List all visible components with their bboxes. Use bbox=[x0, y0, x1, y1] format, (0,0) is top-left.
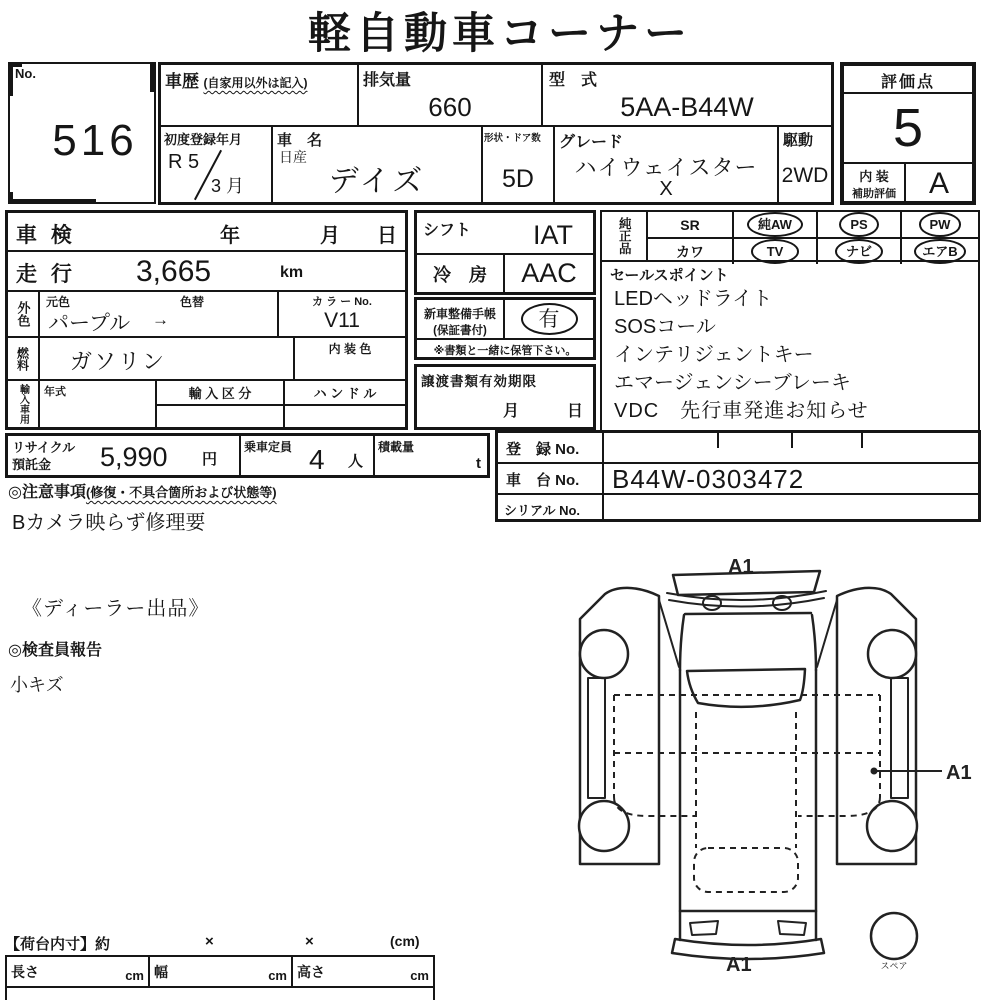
inspection-day: 日 bbox=[377, 225, 397, 247]
ac-value: AAC bbox=[521, 258, 577, 288]
capacity-value: 4 bbox=[309, 444, 325, 475]
damage-label-a1-side: A1 bbox=[946, 762, 972, 784]
year-model-label: 年式 bbox=[44, 386, 66, 398]
import-class-cell bbox=[157, 381, 285, 427]
genuine-parts-label: 純正品 bbox=[602, 212, 648, 260]
transfer-month: 月 bbox=[503, 403, 520, 420]
inspector-report-text: 小キズ bbox=[10, 675, 64, 695]
serial-no-label: シリアル No. bbox=[498, 495, 604, 519]
spare-label: スペア bbox=[880, 961, 908, 971]
fuel-label: 燃料 bbox=[8, 338, 40, 379]
doors-label: 形状・ドア数 bbox=[484, 133, 541, 144]
interior-color-label: 内 装 色 bbox=[328, 342, 372, 356]
lot-number-box bbox=[8, 62, 156, 204]
inspection-year: 年 bbox=[220, 225, 240, 247]
vehicle-spec-table bbox=[158, 62, 834, 205]
doors-cell bbox=[483, 127, 555, 202]
mileage-label: 走 行 bbox=[16, 263, 76, 286]
shift-row bbox=[417, 213, 593, 255]
score-value: 5 bbox=[892, 98, 924, 158]
genuine-parts-table bbox=[600, 210, 980, 262]
sales-point: LEDヘッドライト bbox=[614, 288, 773, 310]
mileage-value: 3,665 bbox=[136, 255, 212, 288]
inspection-month: 月 bbox=[320, 225, 340, 247]
part-sr bbox=[648, 212, 734, 237]
fuel-row bbox=[8, 338, 405, 381]
import-class-value bbox=[157, 406, 283, 427]
floor-corner bbox=[798, 797, 880, 816]
part-pw bbox=[902, 212, 978, 237]
recycle-label-1: リサイクル bbox=[12, 440, 76, 455]
keep-note: ※書類と一緒に保管下さい。 bbox=[433, 345, 577, 357]
book-present-badge bbox=[521, 303, 578, 335]
damage-label-a1-top: A1 bbox=[728, 556, 754, 578]
registration-no-label: 登 録 No. bbox=[498, 433, 604, 462]
left-main-table bbox=[5, 210, 408, 430]
ac-label bbox=[417, 255, 505, 292]
handle-label: ハ ン ド ル bbox=[285, 381, 405, 406]
cargo-length-cell bbox=[5, 955, 150, 988]
serial-no-value bbox=[604, 495, 978, 519]
maintenance-book-label-2: (保証書付) bbox=[433, 325, 487, 337]
model-code-label: 型 式 bbox=[549, 72, 598, 89]
transfer-day: 日 bbox=[566, 403, 583, 420]
sales-points-label: セールスポイント bbox=[610, 267, 729, 284]
spare-tire bbox=[871, 913, 917, 959]
car-name-label: 車 名 bbox=[277, 132, 323, 149]
cargo-table-row bbox=[5, 955, 435, 988]
sales-points-box bbox=[600, 260, 980, 432]
drive-value: 2WD bbox=[781, 164, 829, 187]
inspector-report-label: ◎検査員報告 bbox=[8, 642, 102, 659]
divider bbox=[717, 433, 719, 448]
history-label: 車歴 bbox=[165, 72, 199, 91]
maintenance-book-cell bbox=[505, 300, 593, 338]
a-pillar-right bbox=[817, 600, 837, 667]
lot-number-value: 516 bbox=[52, 116, 138, 165]
part-label: エアB bbox=[922, 244, 958, 259]
cargo-unit: (cm) bbox=[390, 933, 420, 949]
first-registration-label: 初度登録年月 bbox=[164, 132, 243, 147]
car-name-value: デイズ bbox=[328, 165, 426, 198]
interior-label-1: 内 装 bbox=[859, 169, 889, 184]
shift-value: IAT bbox=[533, 220, 573, 250]
hood-side bbox=[680, 615, 684, 670]
book-present-value: 有 bbox=[538, 307, 560, 331]
windshield bbox=[687, 669, 805, 707]
part-label: 純AW bbox=[758, 217, 792, 232]
caution-note: (修復・不具合箇所および状態等) bbox=[85, 485, 277, 500]
grade-label: グレード bbox=[559, 134, 624, 151]
cargo-header-label: 【荷台内寸】約 bbox=[5, 936, 111, 953]
history-note: (自家用以外は記入) bbox=[203, 76, 308, 90]
wheel-front-right bbox=[868, 630, 916, 678]
handle-cell bbox=[285, 381, 405, 427]
displacement-value: 660 bbox=[428, 92, 472, 122]
handle-value bbox=[285, 406, 405, 427]
color-no-cell bbox=[279, 292, 405, 336]
maintenance-book-label-1: 新車整備手帳 bbox=[423, 307, 496, 321]
part-label: カワ bbox=[676, 243, 704, 260]
damage-label-a1-bottom: A1 bbox=[726, 954, 752, 976]
recycle-unit: 円 bbox=[202, 451, 218, 468]
chassis-no-text: B44W-0303472 bbox=[612, 464, 805, 494]
fuel-value: ガソリン bbox=[70, 349, 167, 374]
mileage-row bbox=[8, 252, 405, 292]
interior-label-2: 補助評価 bbox=[852, 188, 896, 200]
maintenance-book-box bbox=[414, 297, 596, 360]
interior-score-label bbox=[844, 164, 906, 204]
year-model-cell bbox=[40, 381, 157, 427]
first-registration-month: 3 月 bbox=[211, 176, 245, 196]
a-pillar-left bbox=[659, 600, 679, 667]
capacity-cell bbox=[241, 436, 375, 475]
sales-point: VDC 先行車発進お知らせ bbox=[614, 400, 869, 422]
part-label: PW bbox=[929, 217, 951, 232]
capacity-label: 乗車定員 bbox=[244, 440, 293, 454]
part-label: SR bbox=[680, 216, 700, 233]
interior-score-value: A bbox=[928, 167, 949, 200]
taillight bbox=[778, 921, 806, 935]
color-arrow: → bbox=[152, 310, 169, 329]
cargo-height-label: 高さ bbox=[297, 964, 325, 980]
import-row bbox=[8, 381, 405, 427]
wheel-front-left bbox=[580, 630, 628, 678]
cargo-height-unit: cm bbox=[410, 968, 429, 983]
part-badge bbox=[747, 212, 803, 237]
transfer-docs-label: 譲渡書類有効期限 bbox=[421, 374, 537, 389]
recycle-label-2: 預託金 bbox=[12, 457, 52, 472]
part-label: ナビ bbox=[845, 244, 872, 259]
first-registration-cell bbox=[161, 127, 273, 202]
color-no-label: カ ラ ー No. bbox=[312, 296, 372, 308]
part-badge bbox=[839, 212, 878, 237]
sales-point: エマージェンシーブレーキ bbox=[614, 372, 851, 394]
cargo-width-cell bbox=[150, 955, 293, 988]
shift-label: シフト bbox=[423, 222, 472, 239]
cargo-header bbox=[5, 931, 435, 955]
history-cell bbox=[161, 65, 359, 127]
load-unit: t bbox=[476, 455, 481, 472]
model-code-cell bbox=[543, 65, 831, 127]
rear-window bbox=[694, 848, 798, 892]
score-label: 評価点 bbox=[844, 66, 972, 94]
recycle-row bbox=[5, 433, 490, 478]
cargo-length-label: 長さ bbox=[11, 964, 39, 980]
page-title: 軽自動車コーナー bbox=[308, 10, 692, 58]
caution-text: Bカメラ映らず修理要 bbox=[12, 512, 206, 534]
drive-cell bbox=[779, 127, 831, 202]
load-cell bbox=[375, 436, 487, 475]
chassis-no-label: 車 台 No. bbox=[498, 464, 604, 493]
part-label: TV bbox=[766, 244, 784, 259]
part-ps bbox=[818, 212, 902, 237]
hood-side bbox=[812, 615, 816, 670]
score-box bbox=[840, 62, 976, 205]
ac-label-text: 冷 房 bbox=[433, 264, 487, 285]
inspection-row bbox=[8, 213, 405, 252]
transfer-docs-box bbox=[414, 364, 596, 430]
registration-no-value bbox=[604, 433, 978, 462]
car-maker: 日産 bbox=[279, 149, 307, 165]
registration-table bbox=[495, 430, 981, 522]
displacement-label: 排気量 bbox=[363, 72, 412, 89]
cargo-width-label: 幅 bbox=[154, 964, 168, 980]
repaint-label: 色替 bbox=[180, 295, 205, 309]
grade-value-2: X bbox=[659, 178, 673, 200]
shift-ac-box bbox=[414, 210, 596, 295]
grade-cell bbox=[555, 127, 779, 202]
divider bbox=[791, 433, 793, 448]
left-window bbox=[588, 678, 605, 798]
first-registration-year: R 5 bbox=[168, 151, 200, 173]
sales-point: インテリジェントキー bbox=[614, 344, 814, 366]
corner-mark bbox=[8, 192, 96, 204]
base-color-label: 元色 bbox=[46, 295, 71, 309]
wheel-rear-left bbox=[579, 801, 629, 851]
interior-color-cell bbox=[293, 338, 405, 379]
exterior-color-row bbox=[8, 292, 405, 338]
displacement-cell bbox=[359, 65, 543, 127]
doors-value: 5D bbox=[502, 165, 534, 193]
cargo-partial-row bbox=[5, 988, 435, 1000]
part-badge bbox=[919, 212, 962, 237]
recycle-deposit-cell bbox=[8, 436, 241, 475]
chassis-no-value bbox=[604, 464, 978, 493]
cargo-length-unit: cm bbox=[125, 968, 144, 983]
import-class-label: 輸 入 区 分 bbox=[157, 381, 283, 406]
mileage-unit: km bbox=[280, 264, 304, 281]
cowl-line bbox=[685, 613, 811, 614]
capacity-unit: 人 bbox=[347, 453, 363, 470]
recycle-value: 5,990 bbox=[100, 442, 168, 472]
model-code-value: 5AA-B44W bbox=[620, 92, 754, 122]
cargo-x2: × bbox=[305, 933, 314, 950]
car-name-cell bbox=[273, 127, 483, 202]
divider bbox=[861, 433, 863, 448]
car-damage-diagram bbox=[558, 550, 990, 998]
corner-mark bbox=[148, 62, 156, 92]
lot-number-label: No. bbox=[15, 66, 36, 81]
exterior-color-label: 外色 bbox=[8, 292, 40, 336]
maintenance-book-label bbox=[417, 300, 505, 338]
caution-section bbox=[8, 479, 488, 535]
right-window bbox=[891, 678, 908, 798]
import-label: 輸入車用 bbox=[8, 381, 40, 427]
cargo-width-unit: cm bbox=[268, 968, 287, 983]
color-cell bbox=[40, 292, 279, 336]
sales-point: SOSコール bbox=[614, 316, 716, 338]
cargo-height-cell bbox=[293, 955, 435, 988]
inspection-label: 車 検 bbox=[16, 224, 76, 247]
grade-value: ハイウェイスター bbox=[574, 155, 758, 180]
drive-label: 駆動 bbox=[783, 132, 814, 149]
color-value: パープル bbox=[48, 312, 131, 335]
cargo-section bbox=[5, 931, 435, 1000]
cargo-x1: × bbox=[205, 933, 214, 950]
dealer-note: 《ディーラー出品》 bbox=[22, 598, 210, 620]
caution-label: ◎注意事項 bbox=[8, 484, 86, 501]
color-no-value: V11 bbox=[324, 309, 360, 332]
fuel-cell bbox=[40, 338, 293, 379]
part-aw bbox=[734, 212, 818, 237]
load-label: 積載量 bbox=[378, 440, 415, 454]
taillight bbox=[690, 921, 718, 935]
part-label: PS bbox=[850, 217, 868, 232]
